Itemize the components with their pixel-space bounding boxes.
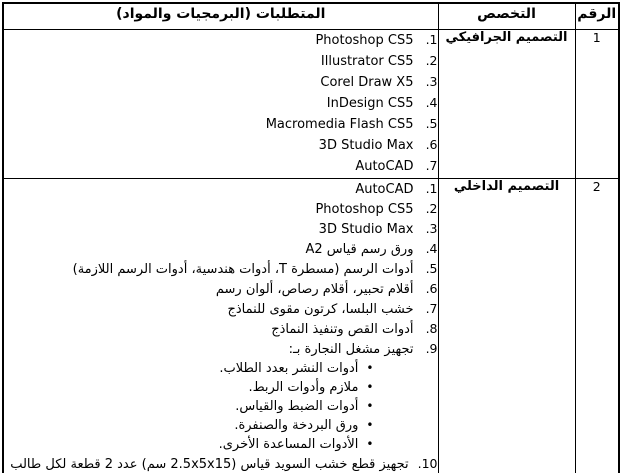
- numbered-list-item: [4, 339, 438, 359]
- numbered-list-item: [4, 72, 438, 93]
- item-text: تجهيز مشغل النجارة بـ:: [288, 341, 414, 357]
- cell-specialization: التصميم الداخلي: [438, 178, 575, 473]
- item-number: .7: [425, 157, 438, 173]
- item-number: .2: [425, 200, 438, 216]
- item-text: ملازم وأدوات الربط.: [248, 379, 359, 395]
- item-text: Macromedia Flash CS5: [265, 116, 414, 132]
- item-text: أدوات الرسم (مسطرة T، أدوات هندسية، أدوات الرسم اللازمة): [72, 261, 414, 277]
- item-number: .7: [425, 300, 438, 316]
- header-specialization: التخصص: [438, 3, 575, 29]
- item-text: Photoshop CS5: [315, 32, 414, 48]
- item-text: أدوات النشر بعدد الطلاب.: [219, 360, 359, 376]
- bullet-list-item: [4, 397, 438, 416]
- item-number: .2: [425, 52, 438, 68]
- bullet-icon: •: [366, 436, 374, 451]
- table-row: [3, 178, 619, 473]
- numbered-list-item: [4, 199, 438, 219]
- requirements-table: [2, 2, 620, 473]
- bullet-icon: •: [366, 379, 374, 394]
- item-text: Corel Draw X5: [320, 74, 414, 90]
- numbered-list-item: [4, 219, 438, 239]
- numbered-list-item: [4, 93, 438, 114]
- item-number: .3: [425, 73, 438, 89]
- bullet-icon: •: [366, 417, 374, 432]
- item-number: .5: [425, 115, 438, 131]
- numbered-list-item: [4, 179, 438, 199]
- numbered-list-item: [4, 279, 438, 299]
- item-text: Photoshop CS5: [315, 201, 414, 217]
- numbered-list-item: [4, 30, 438, 51]
- numbered-list-item: [4, 299, 438, 319]
- item-text: Illustrator CS5: [320, 53, 414, 69]
- bullet-list-item: [4, 359, 438, 378]
- item-number: .6: [425, 280, 438, 296]
- item-number: .4: [425, 94, 438, 110]
- item-text: ورق البردخة والصنفرة.: [234, 417, 359, 433]
- item-text: أدوات الضبط والقياس.: [235, 398, 359, 414]
- item-number: .6: [425, 136, 438, 152]
- item-number: .1: [425, 31, 438, 47]
- bullet-list-item: [4, 378, 438, 397]
- item-text: أقلام تحبير، أقلام رصاص، ألوان رسم: [215, 281, 414, 297]
- item-text: الأدوات المساعدة الأخرى.: [218, 436, 359, 452]
- cell-requirements: [3, 178, 438, 473]
- item-number: .10: [417, 455, 438, 471]
- numbered-list-item: [4, 51, 438, 72]
- item-text: ورق رسم قياس A2: [305, 241, 414, 257]
- item-number: .1: [425, 180, 438, 196]
- item-text: AutoCAD: [355, 158, 414, 174]
- cell-number: 2: [575, 178, 619, 473]
- numbered-list-item: [4, 239, 438, 259]
- item-text: InDesign CS5: [326, 95, 414, 111]
- bullet-list-item: [4, 416, 438, 435]
- item-text: 3D Studio Max: [318, 221, 414, 237]
- numbered-list-item: [4, 454, 438, 473]
- bullet-list-item: [4, 435, 438, 454]
- cell-requirements: [3, 29, 438, 178]
- item-text: تجهيز قطع خشب السويد قياس (2.5x5x15 سم) عدد 2 قطعة لكل طالب: [10, 456, 409, 472]
- header-requirements: المتطلبات (البرمجيات والمواد): [3, 3, 438, 29]
- cell-specialization: التصميم الجرافيكي: [438, 29, 575, 178]
- numbered-list-item: [4, 259, 438, 279]
- item-text: أدوات القص وتنفيذ النماذج: [271, 321, 414, 337]
- bullet-icon: •: [366, 398, 374, 413]
- header-row: [3, 3, 619, 29]
- table-row: [3, 29, 619, 178]
- numbered-list-item: [4, 114, 438, 135]
- item-text: AutoCAD: [355, 181, 414, 197]
- item-number: .5: [425, 260, 438, 276]
- item-text: 3D Studio Max: [318, 137, 414, 153]
- item-number: .4: [425, 240, 438, 256]
- cell-number: 1: [575, 29, 619, 178]
- numbered-list-item: [4, 319, 438, 339]
- item-number: .9: [425, 340, 438, 356]
- numbered-list-item: [4, 135, 438, 156]
- numbered-list-item: [4, 156, 438, 177]
- item-text: خشب البلسا، كرتون مقوى للنماذج: [227, 301, 414, 317]
- item-number: .3: [425, 220, 438, 236]
- header-number: الرقم: [575, 3, 619, 29]
- bullet-icon: •: [366, 360, 374, 375]
- item-number: .8: [425, 320, 438, 336]
